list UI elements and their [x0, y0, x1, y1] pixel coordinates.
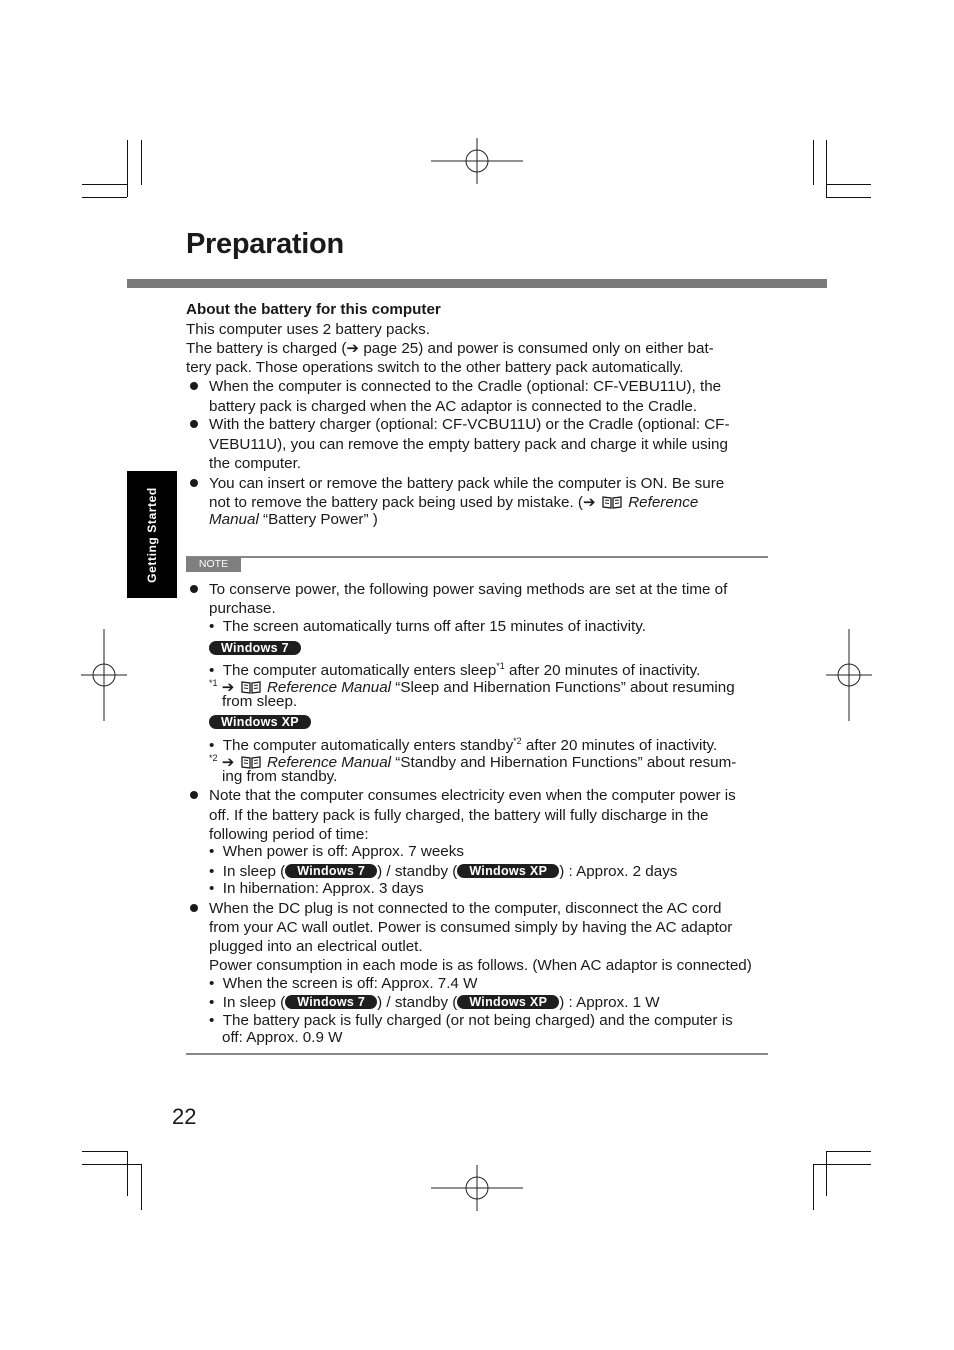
crop-mark-icon [826, 1151, 827, 1196]
crop-mark-icon [826, 1151, 871, 1152]
reference-link[interactable]: Reference Manual [266, 754, 392, 771]
footnote-marker: *2 [513, 736, 522, 746]
footnote-marker: *1 [496, 661, 505, 671]
text: not to remove the battery pack being used by mistake. ( [209, 494, 583, 511]
crop-mark-icon [82, 197, 127, 198]
list-item: Note that the computer consumes electricity even when the computer power is [209, 787, 736, 804]
text: When the screen is off: Approx. 7.4 W [222, 975, 478, 992]
windowsxp-badge: Windows XP [209, 714, 311, 732]
reference-link[interactable]: Reference [628, 494, 699, 511]
text: In sleep ( [222, 863, 286, 880]
list-item: purchase. [209, 600, 276, 617]
paragraph [186, 339, 714, 358]
crop-mark-icon [813, 1164, 814, 1210]
arrow-right-icon: ➔ [221, 679, 235, 696]
text: The computer automatically enters standby [222, 737, 514, 754]
windows7-badge: Windows 7 [285, 864, 377, 878]
list-item: Power consumption in each mode is as follows. (When AC adaptor is connected) [209, 957, 752, 974]
bullet-dot-icon [190, 791, 198, 799]
text: ) / standby ( [377, 863, 458, 880]
crop-mark-icon [82, 1151, 127, 1152]
note-top-rule [186, 556, 768, 558]
text: “Sleep and Hibernation Functions” about resuming [391, 679, 735, 696]
text: ) : Approx. 1 W [559, 994, 660, 1011]
crop-mark-icon [82, 1164, 141, 1165]
note-bottom-rule [186, 1053, 768, 1055]
crop-mark-icon [141, 1164, 142, 1210]
sub-item: • In sleep ( Windows 7 ) / standby ( Windows XP ) : Approx. 2 days [209, 863, 678, 880]
list-item: plugged into an electrical outlet. [209, 938, 423, 955]
arrow-right-icon: ➔ [346, 340, 360, 357]
paragraph: tery pack. Those operations switch to the other battery pack automatically. [186, 359, 684, 376]
registration-mark-icon [431, 1165, 523, 1211]
text: ) : Approx. 2 days [559, 863, 678, 880]
crop-mark-icon [813, 1164, 871, 1165]
text: after 20 minutes of inactivity. [521, 737, 718, 754]
registration-mark-icon [826, 629, 872, 721]
list-item: You can insert or remove the battery pack while the computer is ON. Be sure [209, 475, 725, 492]
windows7-badge: Windows 7 [285, 995, 377, 1009]
crop-mark-icon [127, 1151, 128, 1196]
footnote-marker: *2 [209, 753, 218, 763]
registration-mark-icon [431, 138, 523, 184]
note-label: NOTE [186, 557, 241, 572]
sub-item: • The screen automatically turns off after 15 minutes of inactivity. [209, 618, 646, 635]
reference-link[interactable]: Reference Manual [266, 679, 392, 696]
section-heading: About the battery for this computer [186, 301, 441, 318]
text: The battery is charged ( [186, 340, 347, 357]
list-item: the computer. [209, 455, 302, 472]
bullet-dot-icon [190, 904, 198, 912]
text: The screen automatically turns off after 15 minutes of inactivity. [222, 618, 646, 635]
list-item: battery pack is charged when the AC adaptor is connected to the Cradle. [209, 398, 697, 415]
sub-item: • The computer automatically enters standby$^{*2}$ after 20 minutes of inactivity. [209, 736, 718, 754]
text: “Battery Power” ) [258, 511, 378, 528]
list-item: When the computer is connected to the Cradle (optional: CF-VEBU11U), the [209, 378, 722, 395]
text: “Standby and Hibernation Functions” about resum- [391, 754, 737, 771]
bullet-dot-icon [190, 479, 198, 487]
windows7-badge: Windows 7 [209, 640, 301, 658]
reference-link[interactable]: Manual [209, 511, 259, 528]
text: ) / standby ( [377, 994, 458, 1011]
windowsxp-badge: Windows XP [457, 995, 559, 1009]
footnote-marker: *1 [209, 678, 218, 688]
crop-mark-icon [127, 140, 128, 197]
crop-mark-icon [82, 184, 127, 185]
arrow-right-icon: ➔ [221, 754, 235, 771]
text: The battery pack is fully charged (or not being charged) and the computer is [222, 1012, 733, 1029]
list-item: To conserve power, the following power saving methods are set at the time of [209, 581, 728, 598]
text: When power is off: Approx. 7 weeks [222, 843, 464, 860]
windowsxp-badge: Windows XP [457, 864, 559, 878]
arrow-right-icon: ➔ [582, 494, 596, 511]
list-item: following period of time: [209, 826, 369, 843]
crop-mark-icon [826, 197, 871, 198]
registration-mark-icon [81, 629, 127, 721]
crop-mark-icon [826, 140, 827, 197]
list-item: With the battery charger (optional: CF-VCBU11U) or the Cradle (optional: CF- [209, 416, 730, 433]
sub-item: • When power is off: Approx. 7 weeks [209, 843, 464, 860]
text: In sleep ( [222, 994, 286, 1011]
side-tab-label: Getting Started [145, 487, 159, 583]
paragraph: This computer uses 2 battery packs. [186, 321, 430, 338]
crop-mark-icon [826, 184, 871, 185]
list-item: from your AC wall outlet. Power is consumed simply by having the AC adaptor [209, 919, 733, 936]
sub-item: • When the screen is off: Approx. 7.4 W [209, 975, 478, 992]
list-item [209, 510, 378, 529]
text: The computer automatically enters sleep [222, 662, 497, 679]
page-number: 22 [172, 1104, 197, 1129]
side-tab [127, 471, 177, 598]
list-item: VEBU11U), you can remove the empty battery pack and charge it while using [209, 436, 728, 453]
sub-item: off: Approx. 0.9 W [222, 1029, 343, 1046]
list-item: When the DC plug is not connected to the computer, disconnect the AC cord [209, 900, 722, 917]
sub-item: • In sleep ( Windows 7 ) / standby ( Windows XP ) : Approx. 1 W [209, 994, 660, 1011]
text: page 25) and power is consumed only on either bat- [359, 340, 714, 357]
reference-manual-book-icon [602, 495, 622, 509]
text: In hibernation: Approx. 3 days [222, 880, 424, 897]
crop-mark-icon [141, 140, 142, 185]
page-title: Preparation [186, 228, 344, 260]
bullet-dot-icon [190, 382, 198, 390]
title-bar [127, 279, 827, 288]
sub-item: • The battery pack is fully charged (or not being charged) and the computer is [209, 1012, 733, 1029]
bullet-dot-icon [190, 420, 198, 428]
bullet-dot-icon [190, 585, 198, 593]
text: after 20 minutes of inactivity. [504, 662, 701, 679]
sub-item: • In hibernation: Approx. 3 days [209, 880, 424, 897]
footnote: from sleep. [222, 693, 298, 710]
footnote: ing from standby. [222, 768, 338, 785]
crop-mark-icon [813, 140, 814, 185]
sub-item: • The computer automatically enters sleep$^{*1}$ after 20 minutes of inactivity. [209, 661, 701, 679]
list-item: off. If the battery pack is fully charged, the battery will fully discharge in the [209, 807, 709, 824]
